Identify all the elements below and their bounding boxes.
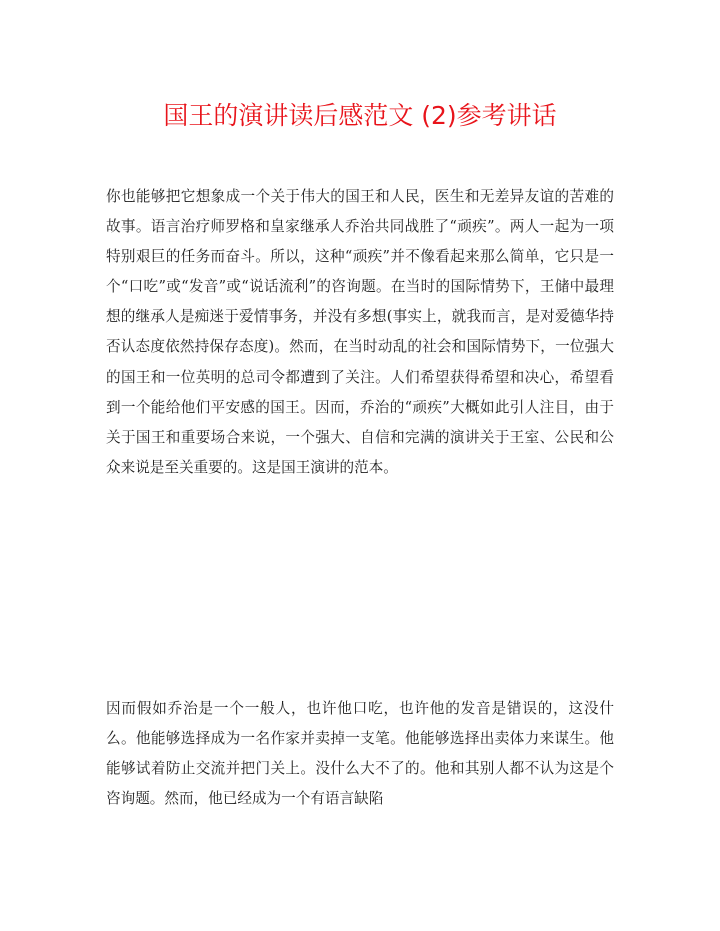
- body-paragraph-1: 你也能够把它想象成一个关于伟大的国王和人民，医生和无差异友谊的苦难的故事。语言治疗师罗格和皇家继承人乔治共同战胜了“顽疾”。两人一起为一项特别艰巨的任务而奋斗。所以，这种“顽疾”并不像看起来那么简单，它只是一个“口吃”或“发音”或“说话流利”的咨询题。在当时的国际情势下，王储中最理想的继承人是痴迷于爱情事务，并没有多想(事实上，就我而言，是对爱德华持否认态度依然持保存态度)。然而，在当时动乱的社会和国际情势下，一位强大的国王和一位英明的总司令都遭到了关注。人们希望获得希望和决心，希望看到一个能给他们平安感的国王。因而，乔治的“顽疾”大概如此引人注目，由于关于国王和重要场合来说，一个强大、自信和完满的演讲关于王室、公民和公众来说是至关重要的。这是国王演讲的范本。: [106, 188, 614, 476]
- body-paragraph-2: 因而假如乔治是一个一般人，也许他口吃，也许他的发音是错误的，这没什么。他能够选择成为一名作家并卖掉一支笔。他能够选择出卖体力来谋生。他能够试着防止交流并把门关上。没什么大不了的。他和其别人都不认为这是个咨询题。然而，他已经成为一个有语言缺陷: [106, 700, 614, 808]
- page-title: 国王的演讲读后感范文 (2)参考讲话: [163, 101, 557, 130]
